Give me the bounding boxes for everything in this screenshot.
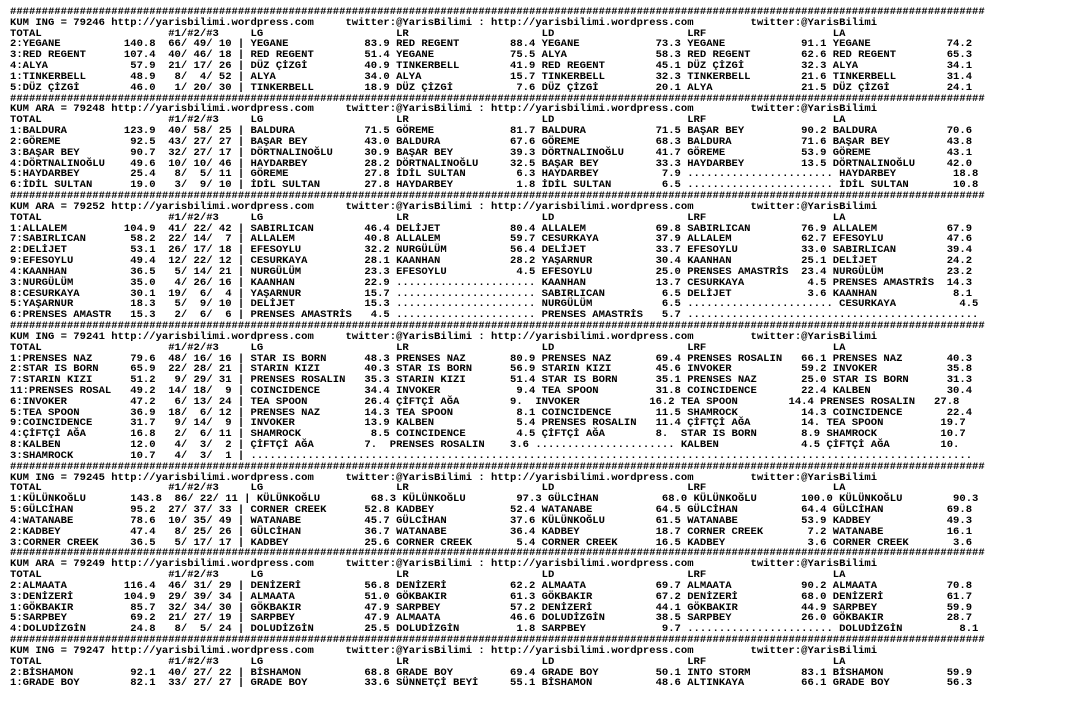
text-line: 7:SABIRLICAN 58.2 22/ 14/ 7 | ALLALEM 40.8 ALLALEM 59.7 CESURKAYA 37.9 ALLALEM 62.7 EFESOYLU 47.6 bbox=[10, 233, 973, 246]
text-line: 1:BALDURA 123.9 40/ 58/ 25 | BALDURA 71.5 GÖREME 81.7 BALDURA 71.5 BAŞAR BEY 90.2 BALDURA 70.6 bbox=[10, 125, 973, 138]
text-line: TOTAL #1/#2/#3 LG LR LD LRF LA bbox=[10, 114, 846, 127]
text-line: TOTAL #1/#2/#3 LG LR LD LRF LA bbox=[10, 655, 846, 668]
text-line: 3:RED REGENT 107.4 40/ 46/ 18 | RED REGENT 51.4 YEGANE 75.5 ALYA 58.3 RED REGENT 62.6 RED REGENT 65.3 bbox=[10, 49, 973, 62]
text-line: 9:COINCIDENCE 31.7 9/ 14/ 9 | INVOKER 13.9 KALBEN 5.4 PRENSES ROSALIN 11.4 ÇİFTÇİ AĞA 14. TEA SPOON 19.7 bbox=[10, 417, 966, 430]
text-line: 5:GÜLCİHAN 95.2 27/ 37/ 33 | CORNER CREEK 52.8 KADBEY 52.4 WATANABE 64.5 GÜLCİHAN 64.4 GÜLCİHAN 69.8 bbox=[10, 504, 973, 517]
text-line: 4:DÖRTNALINOĞLU 49.6 10/ 10/ 46 | HAYDARBEY 28.2 DÖRTNALINOĞLU 32.5 BAŞAR BEY 33.3 HAYDARBEY 13.5 DÖRTNALINOĞLU 42.0 bbox=[10, 157, 973, 170]
text-line: 3:CORNER CREEK 36.5 5/ 17/ 17 | KADBEY 25.6 CORNER CREEK 5.4 CORNER CREEK 16.5 KADBEY 3.6 CORNER CREEK 3.6 bbox=[10, 536, 973, 549]
text-line: TOTAL #1/#2/#3 LG LR LD LRF LA bbox=[10, 569, 846, 582]
text-line: 5:DÜZ ÇİZGİ 46.0 1/ 20/ 30 | TINKERBELL 18.9 DÜZ ÇİZGİ 7.6 DÜZ ÇİZGİ 20.1 ALYA 21.5 DÜZ ÇİZGİ 24.1 bbox=[10, 81, 973, 94]
text-line: 8:CESURKAYA 30.1 19/ 6/ 4 | YAŞARNUR 15.7 ...................... SABIRLICAN 6.5 DELİJET 3.6 KAANHAN 8.1 bbox=[10, 287, 973, 300]
text-line: 8:KALBEN 12.0 4/ 3/ 2 | ÇİFTÇİ AĞA 7. PRENSES ROSALIN 3.6 ...................... KALBEN 4.5 ÇİFTÇİ AĞA 10. bbox=[10, 439, 960, 452]
text-line: 5:SARPBEY 69.2 21/ 27/ 19 | SARPBEY 47.9 ALMAATA 46.6 DOLUDİZGİN 38.5 SARPBEY 26.0 GÖKBAKIR 28.7 bbox=[10, 612, 973, 625]
race-statistics-text bbox=[10, 7, 985, 689]
text-line: 1:TINKERBELL 48.9 8/ 4/ 52 | ALYA 34.0 ALYA 15.7 TINKERBELL 32.3 TINKERBELL 21.6 TINKERBELL 31.4 bbox=[10, 70, 973, 83]
text-line: 4:ALYA 57.9 21/ 17/ 26 | DÜZ ÇİZGİ 40.9 TINKERBELL 41.9 RED REGENT 45.1 DÜZ ÇİZGİ 32.3 ALYA 34.1 bbox=[10, 60, 973, 73]
text-line: ########################################################################################################################################################## bbox=[10, 634, 985, 647]
text-line: KUM ARA = 79249 http://yarisbilimi.wordpress.com twitter:@YarisBilimi : http://yarisbilimi.wordpress.com twitter:@YarisBilimi bbox=[10, 558, 878, 571]
text-line: ########################################################################################################################################################## bbox=[10, 460, 985, 473]
text-line: KUM ARA = 79248 http://yarisbilimi.wordpress.com twitter:@YarisBilimi : http://yarisbilimi.wordpress.com twitter:@YarisBilimi bbox=[10, 103, 878, 116]
text-line: KUM ARA = 79252 http://yarisbilimi.wordpress.com twitter:@YarisBilimi : http://yarisbilimi.wordpress.com twitter:@YarisBilimi bbox=[10, 200, 878, 213]
text-line: KUM ING = 79246 http://yarisbilimi.wordpress.com twitter:@YarisBilimi : http://yarisbilimi.wordpress.com twitter:@YarisBilimi bbox=[10, 16, 878, 29]
text-line: TOTAL #1/#2/#3 LG LR LD LRF LA bbox=[10, 482, 846, 495]
text-line: 3:DENİZERİ 104.9 29/ 39/ 34 | ALMAATA 51.0 GÖKBAKIR 61.3 GÖKBAKIR 67.2 DENİZERİ 68.0 DENİZERİ 61.7 bbox=[10, 590, 973, 603]
text-line: 5:YAŞARNUR 18.3 5/ 9/ 10 | DELİJET 15.3 ...................... NURGÜLÜM 6.5 ....................... CESURKAYA 4.5 bbox=[10, 298, 979, 311]
text-line: 2:KADBEY 47.4 8/ 25/ 26 | GÜLCİHAN 36.7 WATANABE 36.4 KADBEY 18.7 CORNER CREEK 7.2 WATANABE 16.1 bbox=[10, 525, 973, 538]
text-line: 11:PRENSES ROSAL 49.2 14/ 18/ 9 | COINCIDENCE 34.4 INVOKER 9.4 TEA SPOON 31.8 COINCIDENCE 22.4 KALBEN 30.4 bbox=[10, 384, 973, 397]
text-line: 4:WATANABE 78.6 10/ 35/ 49 | WATANABE 45.7 GÜLCİHAN 37.6 KÜLÜNKOĞLU 61.5 WATANABE 53.9 KADBEY 49.3 bbox=[10, 514, 973, 527]
text-line: 1:PRENSES NAZ 79.6 48/ 16/ 16 | STAR IS BORN 48.3 PRENSES NAZ 80.9 PRENSES NAZ 69.4 PRENSES ROSALIN 66.1 PRENSES NAZ 40.3 bbox=[10, 352, 973, 365]
text-line: 2:YEGANE 140.8 66/ 49/ 10 | YEGANE 83.9 RED REGENT 88.4 YEGANE 73.3 YEGANE 91.1 YEGANE 74.2 bbox=[10, 38, 973, 51]
text-line: 2:ALMAATA 116.4 46/ 31/ 29 | DENİZERİ 56.8 DENİZERİ 62.2 ALMAATA 69.7 ALMAATA 90.2 ALMAATA 70.8 bbox=[10, 579, 973, 592]
text-line: KUM ING = 79241 http://yarisbilimi.wordpress.com twitter:@YarisBilimi : http://yarisbilimi.wordpress.com twitter:@YarisBilimi bbox=[10, 330, 878, 343]
text-line: ########################################################################################################################################################## bbox=[10, 6, 985, 18]
text-line: 5:HAYDARBEY 25.4 8/ 5/ 11 | GÖREME 27.8 İDİL SULTAN 6.3 HAYDARBEY 7.9 ....................... HAYDARBEY 18.8 bbox=[10, 168, 979, 181]
text-line: 2:STAR IS BORN 65.9 22/ 28/ 21 | STARIN KIZI 40.3 STAR IS BORN 56.9 STARIN KIZI 45.6 INVOKER 59.2 INVOKER 35.8 bbox=[10, 363, 973, 376]
text-line: 3:SHAMROCK 10.7 4/ 3/ 1 | .................................................................................................................. bbox=[10, 449, 973, 462]
text-line: 5:TEA SPOON 36.9 18/ 6/ 12 | PRENSES NAZ 14.3 TEA SPOON 8.1 COINCIDENCE 11.5 SHAMROCK 14.3 COINCIDENCE 22.4 bbox=[10, 406, 973, 419]
text-line: 9:EFESOYLU 49.4 12/ 22/ 12 | CESURKAYA 28.1 KAANHAN 28.2 YAŞARNUR 30.4 KAANHAN 25.1 DELİJET 24.2 bbox=[10, 255, 973, 268]
text-line: 4:KAANHAN 36.5 5/ 14/ 21 | NURGÜLÜM 23.3 EFESOYLU 4.5 EFESOYLU 25.0 PRENSES AMASTRİS 23.4 NURGÜLÜM 23.2 bbox=[10, 265, 973, 278]
text-line: 4:ÇİFTÇİ AĞA 16.8 2/ 6/ 11 | SHAMROCK 8.5 COINCIDENCE 4.5 ÇİFTÇİ AĞA 8. STAR IS BORN 8.9 SHAMROCK 10.7 bbox=[10, 428, 966, 441]
text-line: TOTAL #1/#2/#3 LG LR LD LRF LA bbox=[10, 27, 846, 40]
text-line: ########################################################################################################################################################## bbox=[10, 547, 985, 560]
text-line: 4:DOLUDİZGİN 24.8 8/ 5/ 24 | DOLUDİZGİN 25.5 DOLUDİZGİN 1.8 SARPBEY 9.7 ....................... DOLUDİZGİN 8.1 bbox=[10, 623, 979, 636]
text-line: ########################################################################################################################################################## bbox=[10, 320, 985, 333]
text-line: 1:GÖKBAKIR 85.7 32/ 34/ 30 | GÖKBAKIR 47.9 SARPBEY 57.2 DENİZERİ 44.1 GÖKBAKIR 44.9 SARPBEY 59.9 bbox=[10, 601, 973, 614]
text-line: 2:DELİJET 53.1 26/ 17/ 18 | EFESOYLU 32.2 NURGÜLÜM 56.4 DELİJET 33.7 EFESOYLU 33.0 SABIRLICAN 39.4 bbox=[10, 244, 973, 257]
text-line: 1:GRADE BOY 82.1 33/ 27/ 27 | GRADE BOY 33.6 SÜNNETÇİ BEYİ 55.1 BİSHAMON 48.6 ALTINKAYA 66.1 GRADE BOY 56.3 bbox=[10, 677, 973, 690]
text-line: TOTAL #1/#2/#3 LG LR LD LRF LA bbox=[10, 341, 846, 354]
text-line: 6:İDİL SULTAN 19.0 3/ 9/ 10 | İDİL SULTAN 27.8 HAYDARBEY 1.8 İDİL SULTAN 6.5 ....................... İDİL SULTAN 10.8 bbox=[10, 179, 979, 192]
text-line: 2:BİSHAMON 92.1 40/ 27/ 22 | BİSHAMON 68.8 GRADE BOY 69.4 GRADE BOY 50.1 INTO STORM 83.1 BİSHAMON 59.9 bbox=[10, 666, 973, 679]
text-line: 1:ALLALEM 104.9 41/ 22/ 42 | SABIRLICAN 46.4 DELİJET 80.4 ALLALEM 69.8 SABIRLICAN 76.9 ALLALEM 67.9 bbox=[10, 222, 973, 235]
text-line: 6:PRENSES AMASTR 15.3 2/ 6/ 6 | PRENSES AMASTRİS 4.5 ...................... PRENSES AMASTRİS 5.7 .............................................. bbox=[10, 309, 979, 322]
text-line: TOTAL #1/#2/#3 LG LR LD LRF LA bbox=[10, 211, 846, 224]
text-line: 2:GÖREME 92.5 43/ 27/ 27 | BAŞAR BEY 43.0 BALDURA 67.6 GÖREME 68.3 BALDURA 71.6 BAŞAR BEY 43.8 bbox=[10, 135, 973, 148]
text-line: KUM ING = 79247 http://yarisbilimi.wordpress.com twitter:@YarisBilimi : http://yarisbilimi.wordpress.com twitter:@YarisBilimi bbox=[10, 644, 878, 657]
text-line: KUM ING = 79245 http://yarisbilimi.wordpress.com twitter:@YarisBilimi : http://yarisbilimi.wordpress.com twitter:@YarisBilimi bbox=[10, 471, 878, 484]
text-line: 3:BAŞAR BEY 90.7 32/ 27/ 17 | DÖRTNALINOĞLU 30.9 BAŞAR BEY 39.3 DÖRTNALINOĞLU 41.7 GÖREME 53.9 GÖREME 43.1 bbox=[10, 146, 973, 159]
text-line: 1:KÜLÜNKOĞLU 143.8 86/ 22/ 11 | KÜLÜNKOĞLU 68.3 KÜLÜNKOĞLU 97.3 GÜLCİHAN 68.0 KÜLÜNKOĞLU 100.0 KÜLÜNKOĞLU 90.3 bbox=[10, 493, 979, 506]
text-line: 3:NURGÜLÜM 35.0 4/ 26/ 16 | KAANHAN 22.9 ...................... KAANHAN 13.7 CESURKAYA 4.5 PRENSES AMASTRİS 14.3 bbox=[10, 276, 973, 289]
text-line: ########################################################################################################################################################## bbox=[10, 190, 985, 203]
text-line: 6:INVOKER 47.2 6/ 13/ 24 | TEA SPOON 26.4 ÇİFTÇİ AĞA 9. INVOKER 16.2 TEA SPOON 14.4 PRENSES ROSALIN 27.8 bbox=[10, 395, 960, 408]
text-line: 7:STARIN KIZI 51.2 9/ 29/ 31 | PRENSES ROSALIN 35.3 STARIN KIZI 51.4 STAR IS BORN 35.1 PRENSES NAZ 25.0 STAR IS BORN 31.3 bbox=[10, 374, 973, 387]
text-line: ########################################################################################################################################################## bbox=[10, 92, 985, 105]
